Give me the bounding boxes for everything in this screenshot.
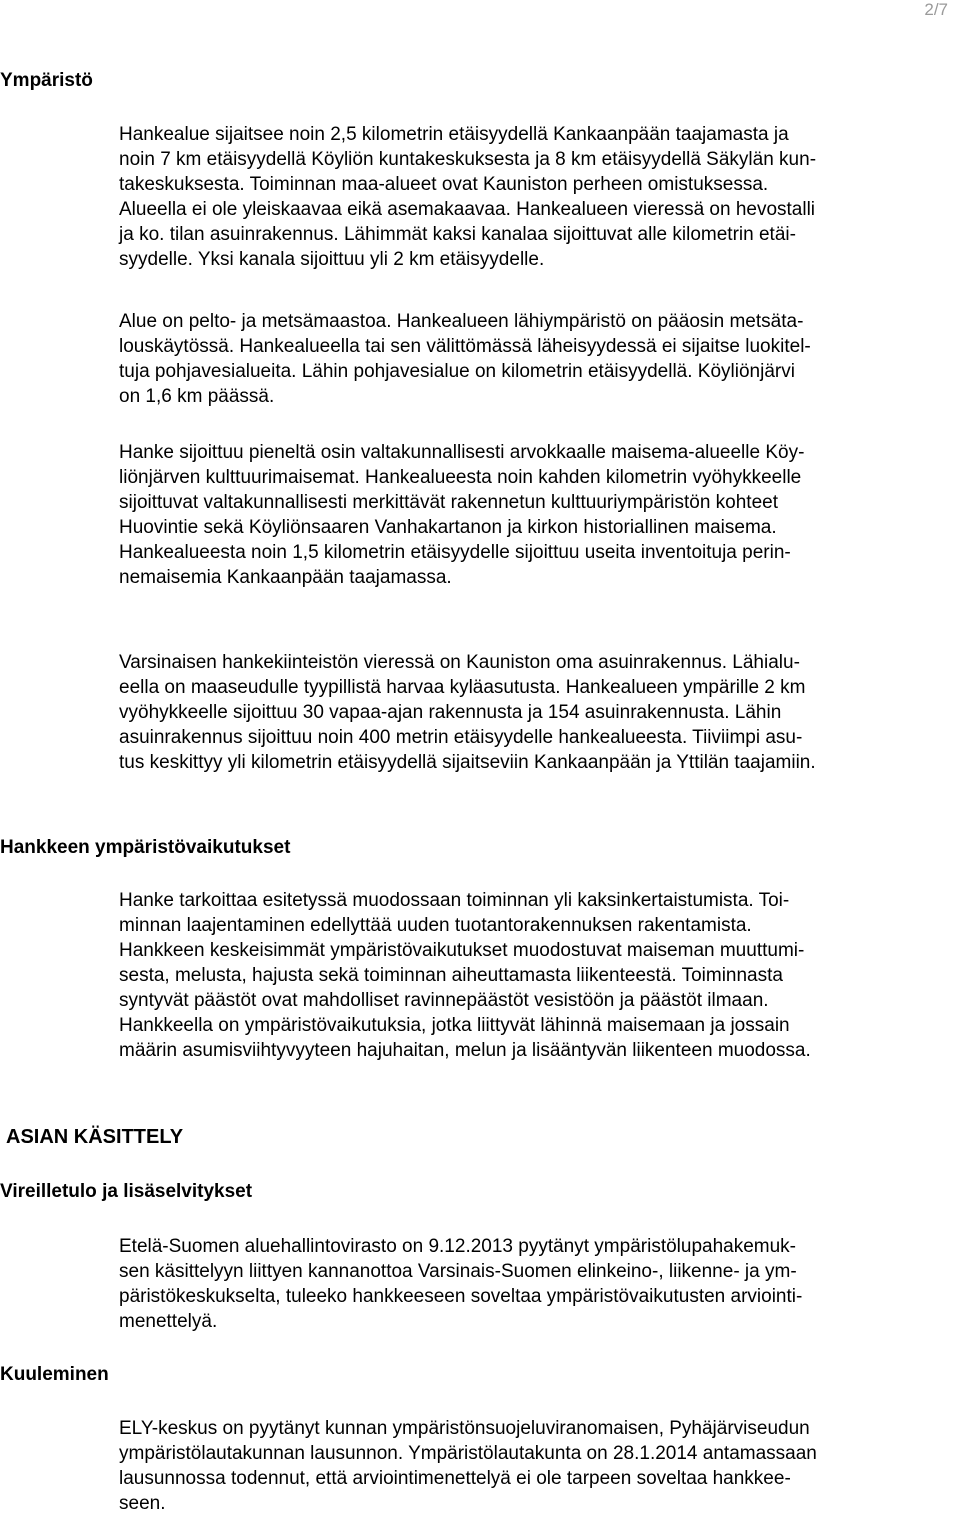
heading-vaikutukset: Hankkeen ympäristövaikutukset — [0, 837, 291, 858]
paragraph-ymparisto-1: Hankealue sijaitsee noin 2,5 kilometrin etäisyydellä Kankaanpään taajamasta ja noin 7 km etäisyydellä Köyliön kuntakeskuksesta ja 8 km etäisyydellä Säkylän kun- takeskuksesta. Toiminnan maa-alueet ovat Kauniston perheen omistuksessa. Alueella ei ole yleiskaavaa eikä asemakaavaa. Hankealueen vieressä on hevostalli ja ko. tilan asuinrakennus. Lähimmät kaksi kanalaa sijoittuvat alle kilometrin etäi- syydelle. Yksi kanala sijoittuu yli 2 km etäisyydelle. — [119, 124, 817, 270]
paragraph-kuuleminen-1: ELY-keskus on pyytänyt kunnan ympäristönsuojeluviranomaisen, Pyhäjärviseudun ympäristölautakunnan lausunnon. Ympäristölautakunta on 28.1.2014 antamassaan lausunnossa todennut, että arviointimenettelyä ei ole tarpeen soveltaa hankkee- seen. — [119, 1418, 817, 1514]
paragraph-vaikutukset-1: Hanke tarkoittaa esitetyssä muodossaan toiminnan yli kaksinkertaistumista. Toi- minnan laajentaminen edellyttää uuden tuotantorakennuksen rakentamista. Hankkeen keskeisimmät ympäristövaikutukset muodostuvat maiseman muuttumi- sesta, melusta, hajusta sekä toiminnan aiheuttamasta liikenteestä. Toiminnasta syntyvät päästöt ovat mahdolliset ravinnepäästöt vesistöön ja päästöt ilmaan. Hankkeella on ympäristövaikutuksia, jotka liittyvät lähinnä maisemaan ja jossain määrin asumisviihtyvyyteen hajuhaitan, melun ja lisääntyvän liikenteen muodossa. — [119, 890, 811, 1061]
heading-kuuleminen: Kuuleminen — [0, 1364, 109, 1385]
paragraph-vireilletulo-1: Etelä-Suomen aluehallintovirasto on 9.12.2013 pyytänyt ympäristölupahakemuk- sen käsittelyyn liittyen kannanottoa Varsinais-Suomen elinkeino-, liikenne- ja ym- päristökeskukselta, tuleeko hankkeeseen soveltaa ympäristövaikutusten arviointi- menettelyä. — [119, 1236, 803, 1332]
heading-ymparisto: Ympäristö — [0, 70, 93, 91]
paragraph-ymparisto-4: Varsinaisen hankekiinteistön vieressä on Kauniston oma asuinrakennus. Lähialu- eella on maaseudulle tyypillistä harvaa kyläasutusta. Hankealueen ympärille 2 km vyöhykkeelle sijoittuu 30 vapaa-ajan rakennusta ja 154 asuinrakennusta. Lähin asuinrakennus sijoittuu noin 400 metrin etäisyydelle hankealueesta. Tiiviimpi asu- tus keskittyy yli kilometrin etäisyydellä sijaitseviin Kankaanpään ja Yttilän taajamiin. — [119, 652, 816, 773]
heading-vireilletulo: Vireilletulo ja lisäselvitykset — [0, 1181, 253, 1202]
paragraph-ymparisto-3: Hanke sijoittuu pieneltä osin valtakunnallisesti arvokkaalle maisema-alueelle Köy- liönjärven kulttuurimaisemat. Hankealueesta noin kahden kilometrin vyöhykkeelle sijoittuvat valtakunnallisesti merkittävät rakennetun kulttuuriympäristön kohteet Huovintie sekä Köyliönsaaren Vanhakartanon ja kirkon historiallinen maisema. Hankealueesta noin 1,5 kilometrin etäisyydelle sijoittuu useita inventoituja perin- nemaisemia Kankaanpään taajamassa. — [119, 442, 805, 588]
page-number: 2/7 — [924, 0, 948, 19]
heading-asian-kasittely: ASIAN KÄSITTELY — [6, 1126, 184, 1148]
paragraph-ymparisto-2: Alue on pelto- ja metsämaastoa. Hankealueen lähiympäristö on pääosin metsäta- louskäytössä. Hankealueella tai sen välittömässä läheisyydessä ei sijaitse luokitel- tuja pohjavesialueita. Lähin pohjavesialue on kilometrin etäisyydellä. Köyliönjärvi on 1,6 km päässä. — [119, 311, 811, 407]
